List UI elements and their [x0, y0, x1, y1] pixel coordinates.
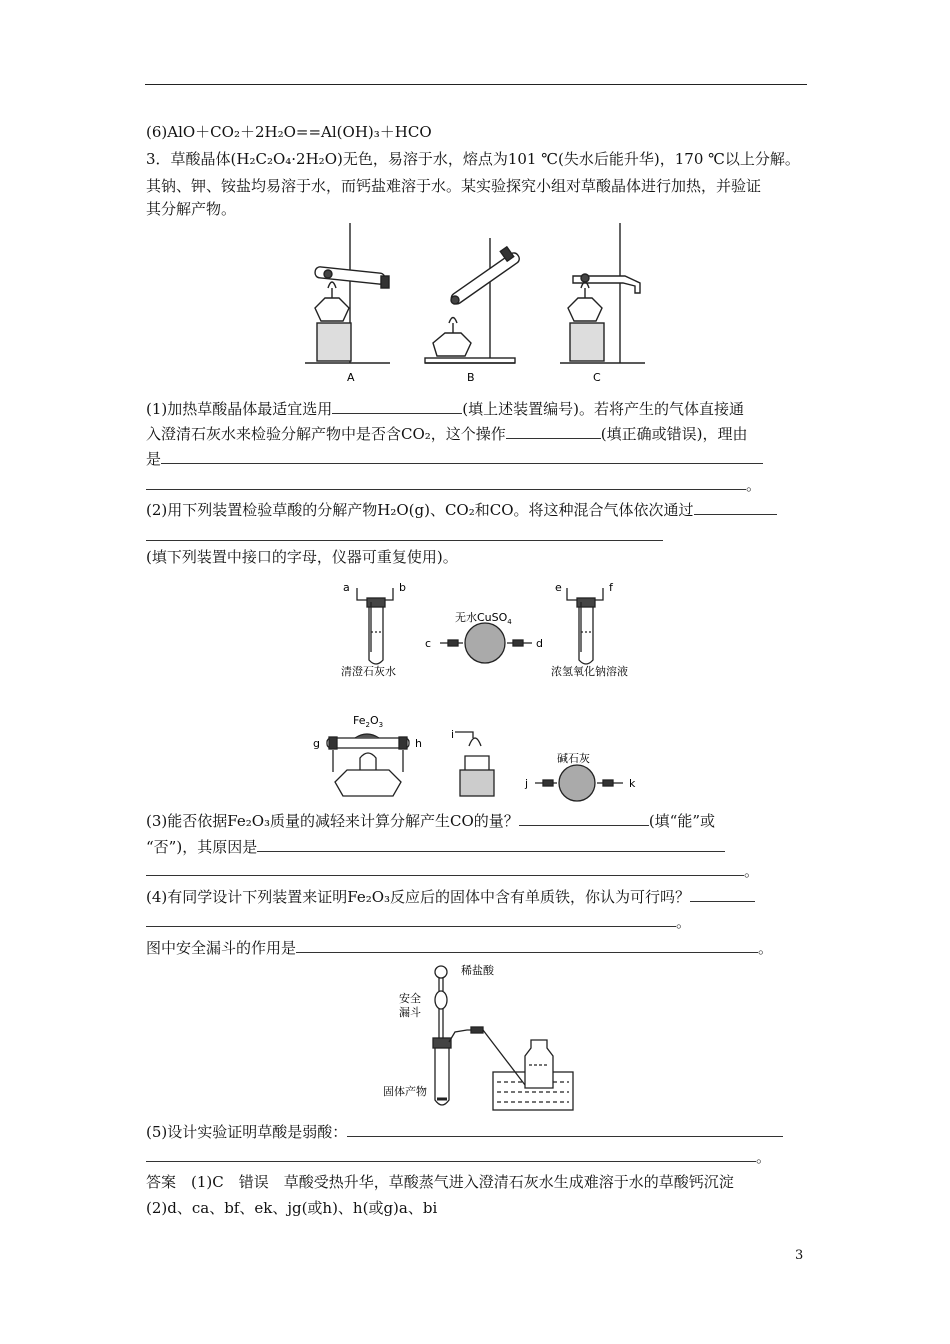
answer-blank-10[interactable] — [690, 886, 755, 902]
naoh-label: 浓氢氧化钠溶液 — [551, 665, 628, 678]
equation-line: (6)AlO＋CO₂＋2H₂O==Al(OH)₃＋HCO — [146, 123, 432, 141]
question-5-line-b: 。 — [146, 1146, 771, 1168]
question-3-line-2: 其钠、钾、铵盐均易溶于水，而钙盐难溶于水。某实验探究小组对草酸晶体进行加热，并验证 — [146, 177, 762, 195]
question-4-line-b: 。 — [146, 911, 691, 933]
page-number: 3 — [795, 1248, 804, 1263]
answer-blank-1[interactable] — [332, 398, 462, 414]
question-3-line-1: 3．草酸晶体(H₂C₂O₄·2H₂O)无色，易溶于水，熔点为101 ℃(失水后能升华)，170 ℃以上分解。 — [146, 150, 800, 168]
iron-test-apparatus-figure — [383, 960, 580, 1115]
question-4-line-c: 图中安全漏斗的作用是 。 — [146, 939, 774, 957]
label-b: B — [467, 371, 475, 384]
answer-blank-12[interactable] — [296, 937, 758, 953]
port-c: c — [425, 637, 432, 650]
fe2o3-label: $Fe_2O_3$ — [353, 714, 384, 729]
detection-apparatus-figure — [305, 572, 655, 800]
port-b: b — [399, 581, 406, 594]
answer-blank-2[interactable] — [506, 423, 601, 439]
label-c: C — [593, 371, 601, 384]
answer-line-2: (2)d、ca、bf、ek、jg(或h)、h(或g)a、bi — [146, 1199, 438, 1217]
question-1-line-3: 是 — [146, 448, 763, 470]
label-a: A — [347, 371, 355, 384]
answer-blank-7[interactable] — [519, 810, 649, 826]
port-h: h — [415, 737, 422, 750]
header-rule — [145, 84, 807, 85]
answer-blank-8[interactable] — [257, 836, 725, 852]
cuso4-label: 无水CuSO$_4$ — [455, 611, 512, 626]
question-3-line-3: 其分解产物。 — [146, 200, 237, 218]
port-e: e — [555, 581, 562, 594]
question-3-line-a: (3)能否依据Fe₂O₃质量的减轻来计算分解产生CO的量？ (填“能”或 — [146, 812, 716, 830]
answer-blank-4[interactable] — [146, 474, 746, 490]
safety-funnel-label-1: 安全 — [399, 992, 421, 1005]
answer-blank-13[interactable] — [347, 1121, 783, 1137]
safety-funnel-label-2: 漏斗 — [399, 1006, 421, 1019]
answer-blank-9[interactable] — [146, 860, 744, 876]
question-3-line-b: “否”)，其原因是 — [146, 836, 725, 858]
question-5-line-a: (5)设计实验证明草酸是弱酸： — [146, 1121, 783, 1143]
question-2-line-2 — [146, 525, 663, 547]
answer-line-1: 答案 (1)C 错误 草酸受热升华，草酸蒸气进入澄清石灰水生成难溶于水的草酸钙沉淀 — [146, 1173, 734, 1191]
question-2-line-1: (2)用下列装置检验草酸的分解产物H₂O(g)、CO₂和CO。将这种混合气体依次通过 — [146, 499, 777, 521]
solid-product-label: 固体产物 — [383, 1085, 427, 1098]
answer-blank-5[interactable] — [694, 499, 777, 515]
port-d: d — [536, 637, 543, 650]
question-1-line-2: 入澄清石灰水来检验分解产物中是否含CO₂，这个操作 (填正确或错误)，理由 — [146, 425, 748, 443]
answer-blank-6[interactable] — [146, 525, 663, 541]
port-j: j — [525, 777, 529, 790]
question-1-line-1: (1)加热草酸晶体最适宜选用 (填上述装置编号)。若将产生的气体直接通 — [146, 400, 744, 418]
question-2-line-3: (填下列装置中接口的字母，仪器可重复使用)。 — [146, 548, 458, 566]
port-a: a — [343, 581, 350, 594]
port-g: g — [313, 737, 320, 750]
question-3-line-c: 。 — [146, 860, 759, 882]
port-k: k — [629, 777, 636, 790]
answer-blank-3[interactable] — [161, 448, 763, 464]
question-1-line-4: 。 — [146, 474, 761, 496]
port-i: i — [451, 728, 455, 741]
port-f: f — [609, 581, 613, 594]
limewater-label: 清澄石灰水 — [341, 665, 396, 678]
answer-blank-14[interactable] — [146, 1146, 756, 1162]
question-4-line-a: (4)有同学设计下列装置来证明Fe₂O₃反应后的固体中含有单质铁，你认为可行吗？ — [146, 886, 755, 908]
sodalime-label: 碱石灰 — [557, 752, 590, 765]
dilute-hcl-label: 稀盐酸 — [461, 964, 494, 977]
heating-apparatus-figure — [295, 218, 665, 388]
answer-blank-11[interactable] — [146, 911, 676, 927]
